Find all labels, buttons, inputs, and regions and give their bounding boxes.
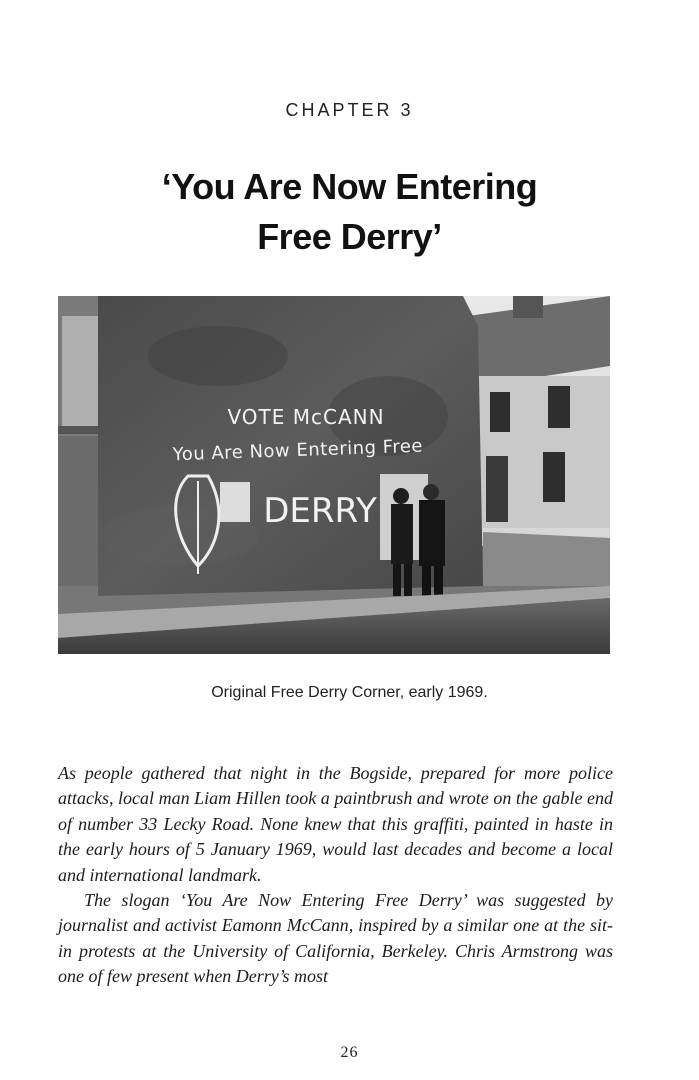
graffiti-vote-mccann: VOTE McCANN [227,405,385,429]
photograph-free-derry-corner [58,296,610,654]
chapter-title-line-2: Free Derry’ [257,216,442,257]
page-number: 26 [340,1044,359,1061]
body-text [58,761,613,990]
chapter-title-line-1: ‘You Are Now Entering [161,166,538,207]
graffiti-derry: DERRY [263,491,377,531]
graffiti-you-are-now-entering-free: You Are Now Entering Free [172,435,424,466]
chapter-label: CHAPTER 3 [285,100,414,120]
paragraph: The slogan ‘You Are Now Entering Free Derry’ was suggested by journalist and activist Eamonn McCann, inspired by a similar one at the sit-in protests at the University of California, Berkeley. Chris Armstrong was one of few present when Derry’s most [58,890,613,987]
paragraph: As people gathered that night in the Bogside, prepared for more police attacks, local man Liam Hillen took a paintbrush and wrote on the gable end of number 33 Lecky Road. None knew that this graffiti, painted in haste in the early hours of 5 January 1969, would last decades and become a local and international landmark. [58,763,613,885]
photo-caption: Original Free Derry Corner, early 1969. [211,684,488,701]
chapter-title [0,162,699,262]
